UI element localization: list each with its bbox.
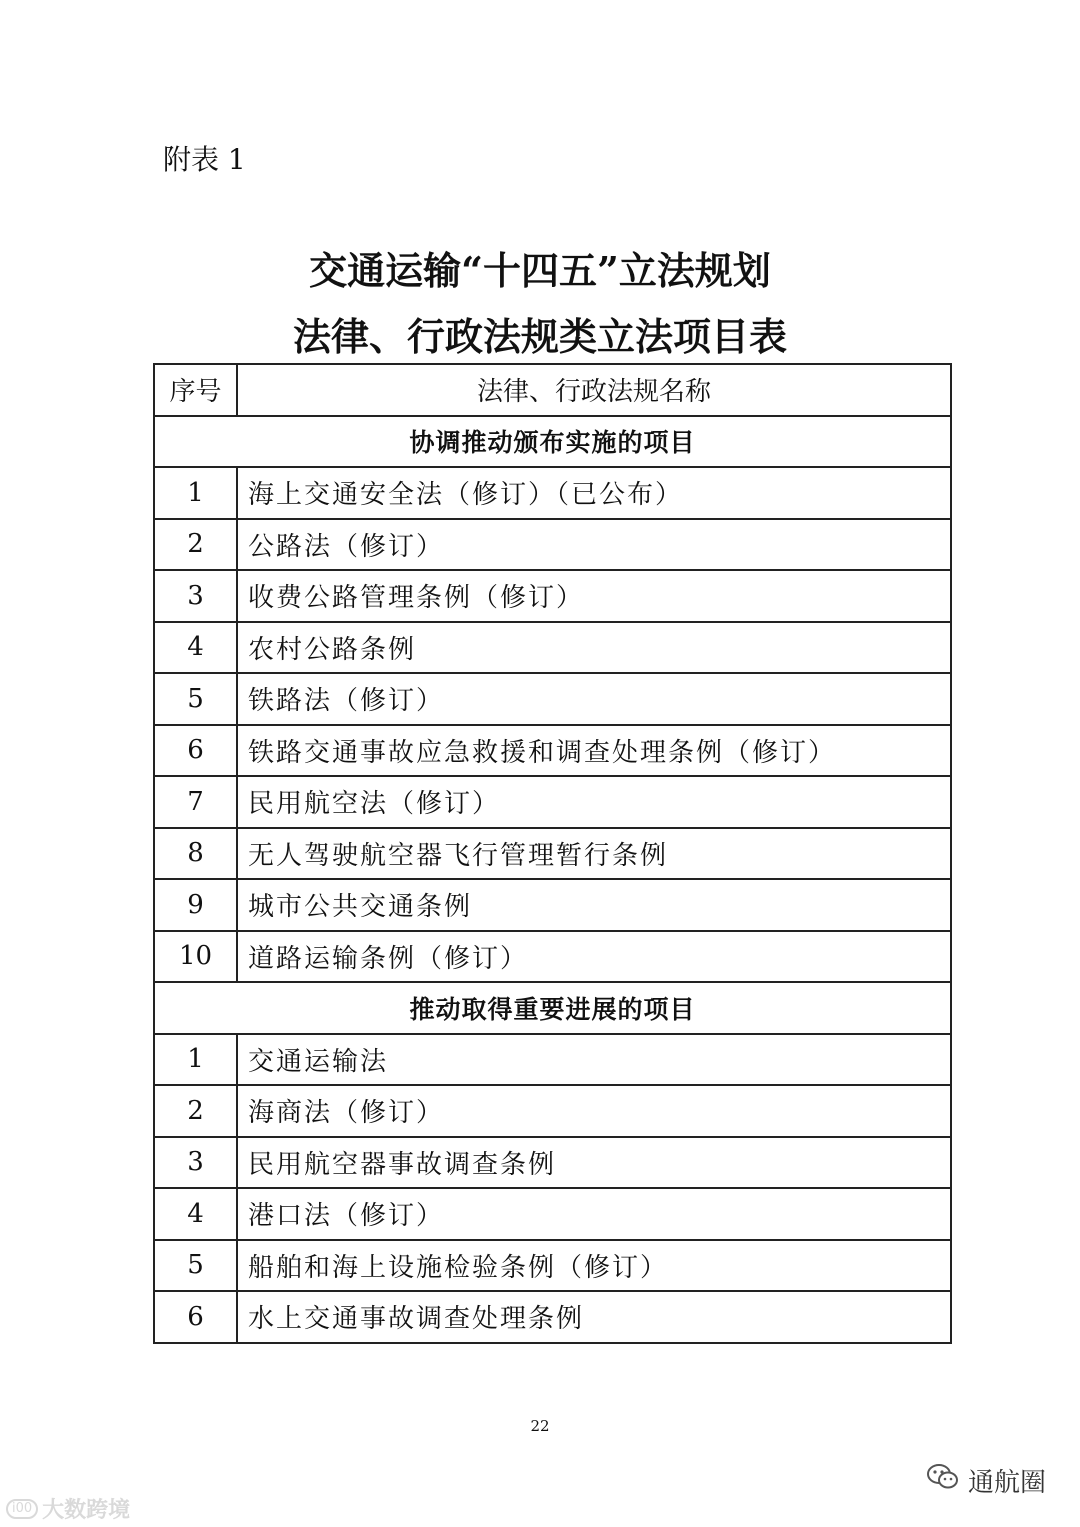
row-number: 8 <box>154 828 237 880</box>
row-number: 1 <box>154 1034 237 1086</box>
row-name: 民用航空器事故调查条例 <box>237 1137 951 1189</box>
row-name: 船舶和海上设施检验条例（修订） <box>237 1240 951 1292</box>
row-number: 9 <box>154 879 237 931</box>
table-row <box>154 622 951 674</box>
row-number: 5 <box>154 1240 237 1292</box>
row-number: 10 <box>154 931 237 983</box>
row-name: 道路运输条例（修订） <box>237 931 951 983</box>
table-row <box>154 725 951 777</box>
header-name: 法律、行政法规名称 <box>237 364 951 416</box>
row-name: 农村公路条例 <box>237 622 951 674</box>
row-name: 海上交通安全法（修订）（已公布） <box>237 467 951 519</box>
watermark-source-text: 通航圈 <box>967 1468 1046 1498</box>
header-number: 序号 <box>154 364 237 416</box>
row-name: 交通运输法 <box>237 1034 951 1086</box>
table-row <box>154 467 951 519</box>
row-number: 3 <box>154 1137 237 1189</box>
table-header-row <box>154 364 951 416</box>
row-name: 铁路法（修订） <box>237 673 951 725</box>
table-row <box>154 1188 951 1240</box>
watermark-badge: i00 <box>6 1499 38 1519</box>
row-number: 4 <box>154 1188 237 1240</box>
annex-label: 附表 1 <box>163 143 246 176</box>
page-number: 22 <box>530 1417 550 1435</box>
row-number: 2 <box>154 519 237 571</box>
table-row <box>154 1034 951 1086</box>
row-name: 海商法（修订） <box>237 1085 951 1137</box>
section-title: 协调推动颁布实施的项目 <box>154 416 951 468</box>
row-number: 5 <box>154 673 237 725</box>
row-number: 7 <box>154 776 237 828</box>
row-number: 3 <box>154 570 237 622</box>
document-title-line-1: 交通运输“十四五”立法规划 <box>309 248 771 293</box>
table-row <box>154 1291 951 1343</box>
row-name: 港口法（修订） <box>237 1188 951 1240</box>
table-row <box>154 931 951 983</box>
watermark-left <box>6 1493 130 1524</box>
table-row <box>154 776 951 828</box>
watermark-right <box>926 1462 1046 1499</box>
table-row <box>154 1240 951 1292</box>
document-title-line-2: 法律、行政法规类立法项目表 <box>292 314 787 359</box>
row-name: 城市公共交通条例 <box>237 879 951 931</box>
watermark-text: 大数跨境 <box>42 1498 131 1523</box>
table-row <box>154 519 951 571</box>
table-row <box>154 570 951 622</box>
table-row <box>154 879 951 931</box>
section-row-1 <box>154 416 951 468</box>
row-name: 铁路交通事故应急救援和调查处理条例（修订） <box>237 725 951 777</box>
row-name: 无人驾驶航空器飞行管理暂行条例 <box>237 828 951 880</box>
wechat-icon <box>926 1462 960 1499</box>
table-row <box>154 828 951 880</box>
table-row <box>154 673 951 725</box>
table-row <box>154 1137 951 1189</box>
section-title: 推动取得重要进展的项目 <box>154 982 951 1034</box>
row-number: 6 <box>154 1291 237 1343</box>
row-name: 水上交通事故调查处理条例 <box>237 1291 951 1343</box>
table-row <box>154 1085 951 1137</box>
legislation-table <box>153 363 952 1344</box>
row-number: 2 <box>154 1085 237 1137</box>
row-name: 收费公路管理条例（修订） <box>237 570 951 622</box>
row-number: 4 <box>154 622 237 674</box>
row-number: 1 <box>154 467 237 519</box>
row-name: 民用航空法（修订） <box>237 776 951 828</box>
row-number: 6 <box>154 725 237 777</box>
section-row-2 <box>154 982 951 1034</box>
row-name: 公路法（修订） <box>237 519 951 571</box>
